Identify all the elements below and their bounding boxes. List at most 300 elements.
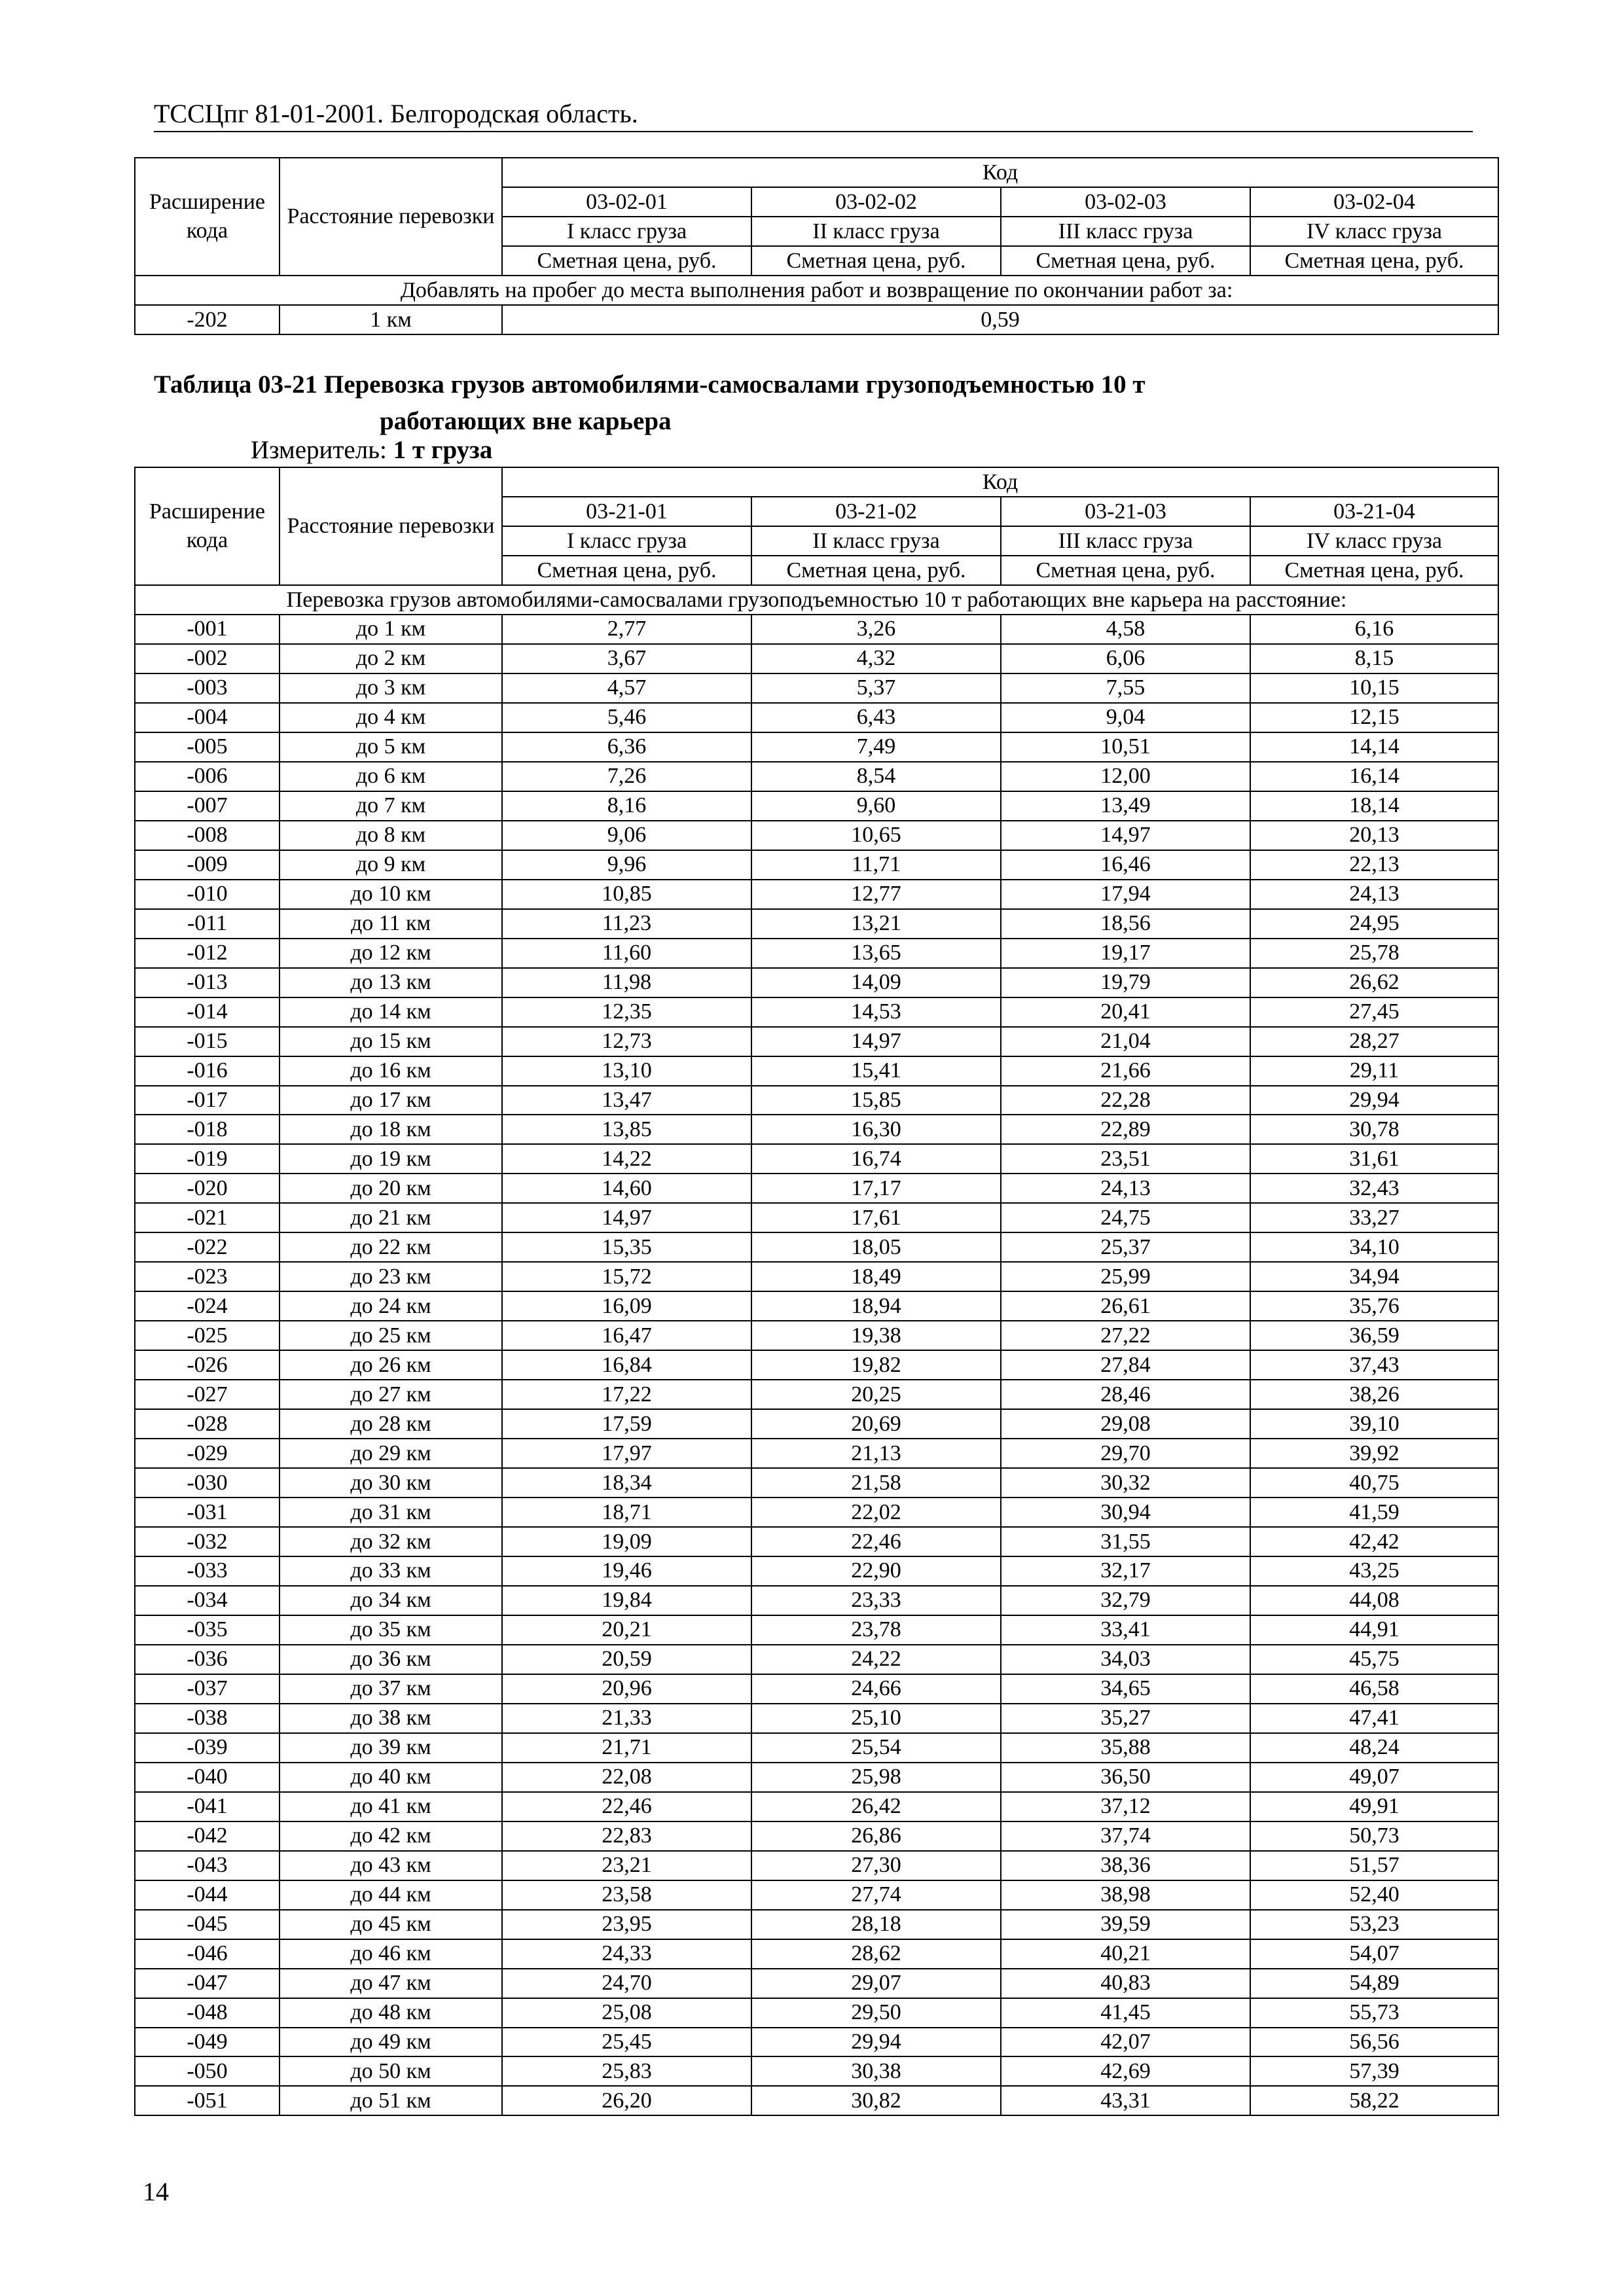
row-value-class-2: 18,05 bbox=[751, 1232, 1001, 1262]
row-code: -008 bbox=[135, 821, 280, 850]
row-code: -016 bbox=[135, 1056, 280, 1086]
row-value-class-4: 41,59 bbox=[1250, 1498, 1498, 1527]
row-value-class-3: 6,06 bbox=[1001, 644, 1250, 673]
row-value-class-4: 31,61 bbox=[1250, 1144, 1498, 1174]
table-body bbox=[135, 615, 1498, 2115]
row-distance: до 33 км bbox=[280, 1556, 502, 1586]
row-value-class-4: 12,15 bbox=[1250, 703, 1498, 732]
row-code: -045 bbox=[135, 1910, 280, 1939]
row-value-class-1: 23,58 bbox=[502, 1880, 751, 1910]
row-value-class-2: 28,62 bbox=[751, 1939, 1001, 1969]
row-value-class-3: 42,69 bbox=[1001, 2056, 1250, 2086]
row-value-class-3: 30,32 bbox=[1001, 1468, 1250, 1498]
row-value-class-2: 29,50 bbox=[751, 1998, 1001, 2028]
row-distance: до 11 км bbox=[280, 909, 502, 939]
row-distance: до 48 км bbox=[280, 1998, 502, 2028]
row-value-class-4: 42,42 bbox=[1250, 1527, 1498, 1556]
row-value-class-1: 26,20 bbox=[502, 2086, 751, 2115]
row-value-class-4: 20,13 bbox=[1250, 821, 1498, 850]
row-value-class-1: 17,97 bbox=[502, 1439, 751, 1468]
row-distance: до 35 км bbox=[280, 1615, 502, 1645]
row-code: -038 bbox=[135, 1704, 280, 1733]
row-value-class-3: 14,97 bbox=[1001, 821, 1250, 850]
row-code: -031 bbox=[135, 1498, 280, 1527]
col-header-distance: Расстояние перевозки bbox=[280, 467, 502, 585]
row-distance: до 43 км bbox=[280, 1851, 502, 1880]
row-value-class-1: 25,45 bbox=[502, 2028, 751, 2057]
row-value-class-2: 25,98 bbox=[751, 1763, 1001, 1792]
table-row bbox=[135, 1291, 1498, 1321]
row-value-class-1: 5,46 bbox=[502, 703, 751, 732]
row-distance: до 34 км bbox=[280, 1586, 502, 1615]
row-distance: до 9 км bbox=[280, 850, 502, 880]
row-value-class-3: 32,17 bbox=[1001, 1556, 1250, 1586]
header-rule bbox=[154, 131, 1473, 132]
row-value-class-2: 3,26 bbox=[751, 615, 1001, 644]
row-value-class-4: 57,39 bbox=[1250, 2056, 1498, 2086]
row-code: -012 bbox=[135, 939, 280, 968]
table-row bbox=[135, 644, 1498, 673]
row-value-class-1: 22,46 bbox=[502, 1792, 751, 1821]
row-distance: до 40 км bbox=[280, 1763, 502, 1792]
row-value-class-4: 54,07 bbox=[1250, 1939, 1498, 1969]
row-code: -047 bbox=[135, 1969, 280, 1998]
row-value-class-4: 25,78 bbox=[1250, 939, 1498, 968]
row-value-class-2: 23,33 bbox=[751, 1586, 1001, 1615]
row-value-class-1: 22,08 bbox=[502, 1763, 751, 1792]
row-distance: до 15 км bbox=[280, 1027, 502, 1056]
table-title bbox=[154, 367, 1146, 440]
section-note: Добавлять на пробег до места выполнения работ и возвращение по окончании работ за: bbox=[135, 276, 1498, 305]
row-value-class-2: 12,77 bbox=[751, 880, 1001, 909]
row-value-class-1: 23,21 bbox=[502, 1851, 751, 1880]
row-value-class-3: 24,13 bbox=[1001, 1174, 1250, 1203]
row-distance: до 2 км bbox=[280, 644, 502, 673]
row-value-class-2: 17,17 bbox=[751, 1174, 1001, 1203]
row-value-class-3: 19,17 bbox=[1001, 939, 1250, 968]
row-code: -049 bbox=[135, 2028, 280, 2057]
row-value-class-2: 24,22 bbox=[751, 1645, 1001, 1674]
row-value-class-3: 39,59 bbox=[1001, 1910, 1250, 1939]
table-row bbox=[135, 1939, 1498, 1969]
row-value-class-2: 22,02 bbox=[751, 1498, 1001, 1527]
row-value-class-4: 45,75 bbox=[1250, 1645, 1498, 1674]
row-value-class-3: 31,55 bbox=[1001, 1527, 1250, 1556]
table-row bbox=[135, 1851, 1498, 1880]
code-header: 03-21-04 bbox=[1250, 497, 1498, 526]
row-value-class-1: 9,06 bbox=[502, 821, 751, 850]
row-value-class-1: 4,57 bbox=[502, 673, 751, 703]
row-value-class-1: 16,84 bbox=[502, 1350, 751, 1380]
row-value-class-4: 27,45 bbox=[1250, 997, 1498, 1027]
row-value-class-4: 16,14 bbox=[1250, 762, 1498, 791]
row-value-class-3: 27,84 bbox=[1001, 1350, 1250, 1380]
row-distance: до 41 км bbox=[280, 1792, 502, 1821]
row-value-class-4: 36,59 bbox=[1250, 1321, 1498, 1350]
row-code: -037 bbox=[135, 1674, 280, 1704]
table-row bbox=[135, 1527, 1498, 1556]
row-code: -003 bbox=[135, 673, 280, 703]
row-value-class-2: 8,54 bbox=[751, 762, 1001, 791]
row-code: -202 bbox=[135, 305, 280, 334]
row-value-class-2: 21,58 bbox=[751, 1468, 1001, 1498]
row-value-class-2: 22,90 bbox=[751, 1556, 1001, 1586]
table-row bbox=[135, 1498, 1498, 1527]
table-row bbox=[135, 968, 1498, 997]
row-value-class-4: 35,76 bbox=[1250, 1291, 1498, 1321]
row-value-class-1: 18,71 bbox=[502, 1498, 751, 1527]
row-value-class-4: 44,08 bbox=[1250, 1586, 1498, 1615]
row-code: -005 bbox=[135, 732, 280, 762]
row-value-class-1: 10,85 bbox=[502, 880, 751, 909]
row-code: -036 bbox=[135, 1645, 280, 1674]
code-group-header: Код bbox=[502, 158, 1498, 187]
row-value-class-1: 20,96 bbox=[502, 1674, 751, 1704]
row-value-class-1: 15,35 bbox=[502, 1232, 751, 1262]
class-header: I класс груза bbox=[502, 217, 751, 246]
row-value-class-3: 10,51 bbox=[1001, 732, 1250, 762]
row-value-class-1: 13,85 bbox=[502, 1115, 751, 1144]
row-code: -030 bbox=[135, 1468, 280, 1498]
row-value-class-1: 17,59 bbox=[502, 1409, 751, 1439]
row-value-class-2: 20,69 bbox=[751, 1409, 1001, 1439]
row-value-class-4: 48,24 bbox=[1250, 1733, 1498, 1763]
row-value-class-2: 14,97 bbox=[751, 1027, 1001, 1056]
row-value-class-3: 33,41 bbox=[1001, 1615, 1250, 1645]
row-value-class-3: 21,04 bbox=[1001, 1027, 1250, 1056]
row-value-class-3: 18,56 bbox=[1001, 909, 1250, 939]
row-value-class-1: 25,83 bbox=[502, 2056, 751, 2086]
row-code: -051 bbox=[135, 2086, 280, 2115]
row-value-class-4: 28,27 bbox=[1250, 1027, 1498, 1056]
row-value-class-3: 27,22 bbox=[1001, 1321, 1250, 1350]
row-distance: до 14 км bbox=[280, 997, 502, 1027]
row-code: -024 bbox=[135, 1291, 280, 1321]
table-03-02-extension bbox=[134, 157, 1499, 335]
code-header: 03-02-01 bbox=[502, 187, 751, 217]
row-value-class-3: 30,94 bbox=[1001, 1498, 1250, 1527]
row-distance: до 17 км bbox=[280, 1086, 502, 1115]
class-header: IV класс груза bbox=[1250, 526, 1498, 556]
table-title-line2: работающих вне карьера bbox=[380, 407, 672, 435]
table-row bbox=[135, 880, 1498, 909]
row-value-class-4: 50,73 bbox=[1250, 1821, 1498, 1851]
table-row bbox=[135, 939, 1498, 968]
table-row bbox=[135, 1262, 1498, 1291]
row-distance: до 51 км bbox=[280, 2086, 502, 2115]
row-value-class-2: 16,74 bbox=[751, 1144, 1001, 1174]
row-value-class-1: 2,77 bbox=[502, 615, 751, 644]
table-row bbox=[135, 997, 1498, 1027]
row-value-class-3: 35,27 bbox=[1001, 1704, 1250, 1733]
row-distance: до 19 км bbox=[280, 1144, 502, 1174]
table-row bbox=[135, 1910, 1498, 1939]
row-value-class-2: 13,65 bbox=[751, 939, 1001, 968]
row-value-class-4: 39,10 bbox=[1250, 1409, 1498, 1439]
row-distance: до 1 км bbox=[280, 615, 502, 644]
row-code: -019 bbox=[135, 1144, 280, 1174]
row-code: -026 bbox=[135, 1350, 280, 1380]
row-value-class-2: 26,86 bbox=[751, 1821, 1001, 1851]
table-row bbox=[135, 2056, 1498, 2086]
table-row bbox=[135, 1674, 1498, 1704]
measure-value: 1 т груза bbox=[393, 436, 493, 464]
row-value-class-3: 40,83 bbox=[1001, 1969, 1250, 1998]
row-value-class-1: 19,46 bbox=[502, 1556, 751, 1586]
row-value-class-3: 42,07 bbox=[1001, 2028, 1250, 2057]
table-title-line1: Таблица 03-21 Перевозка грузов автомобилями-самосвалами грузоподъемностью 10 т bbox=[154, 370, 1146, 399]
code-header: 03-21-03 bbox=[1001, 497, 1250, 526]
row-value-class-4: 34,10 bbox=[1250, 1232, 1498, 1262]
row-value-class-4: 10,15 bbox=[1250, 673, 1498, 703]
price-header: Сметная цена, руб. bbox=[502, 246, 751, 276]
row-value-class-4: 40,75 bbox=[1250, 1468, 1498, 1498]
row-value-class-4: 30,78 bbox=[1250, 1115, 1498, 1144]
row-value-class-4: 8,15 bbox=[1250, 644, 1498, 673]
row-value-class-1: 18,34 bbox=[502, 1468, 751, 1498]
row-value-class-3: 9,04 bbox=[1001, 703, 1250, 732]
row-code: -050 bbox=[135, 2056, 280, 2086]
row-distance: до 39 км bbox=[280, 1733, 502, 1763]
price-header: Сметная цена, руб. bbox=[751, 556, 1001, 585]
table-row bbox=[135, 1792, 1498, 1821]
row-value-class-3: 38,98 bbox=[1001, 1880, 1250, 1910]
row-value-class-3: 40,21 bbox=[1001, 1939, 1250, 1969]
table-row bbox=[135, 1645, 1498, 1674]
row-distance: до 47 км bbox=[280, 1969, 502, 1998]
row-distance: до 27 км bbox=[280, 1380, 502, 1409]
row-code: -011 bbox=[135, 909, 280, 939]
row-value-class-1: 13,47 bbox=[502, 1086, 751, 1115]
code-header: 03-21-01 bbox=[502, 497, 751, 526]
row-value-class-4: 22,13 bbox=[1250, 850, 1498, 880]
class-header: III класс груза bbox=[1001, 526, 1250, 556]
row-value-class-4: 24,13 bbox=[1250, 880, 1498, 909]
row-value-class-2: 15,85 bbox=[751, 1086, 1001, 1115]
row-value-class-2: 23,78 bbox=[751, 1615, 1001, 1645]
col-header-extension: Расширение кода bbox=[135, 467, 280, 585]
row-code: -048 bbox=[135, 1998, 280, 2028]
row-value-class-3: 29,70 bbox=[1001, 1439, 1250, 1468]
table-row bbox=[135, 1615, 1498, 1645]
row-distance: до 28 км bbox=[280, 1409, 502, 1439]
row-code: -029 bbox=[135, 1439, 280, 1468]
table-row bbox=[135, 850, 1498, 880]
row-value-class-2: 25,10 bbox=[751, 1704, 1001, 1733]
row-value-class-4: 26,62 bbox=[1250, 968, 1498, 997]
code-header: 03-21-02 bbox=[751, 497, 1001, 526]
row-value-class-1: 21,71 bbox=[502, 1733, 751, 1763]
row-value-class-1: 14,22 bbox=[502, 1144, 751, 1174]
row-code: -022 bbox=[135, 1232, 280, 1262]
row-value-class-3: 34,65 bbox=[1001, 1674, 1250, 1704]
row-code: -009 bbox=[135, 850, 280, 880]
row-value-class-2: 11,71 bbox=[751, 850, 1001, 880]
table-row bbox=[135, 1027, 1498, 1056]
table-row bbox=[135, 1586, 1498, 1615]
row-value-class-1: 8,16 bbox=[502, 791, 751, 821]
code-header: 03-02-02 bbox=[751, 187, 1001, 217]
row-value-class-2: 18,94 bbox=[751, 1291, 1001, 1321]
section-note: Перевозка грузов автомобилями-самосвалами грузоподъемностью 10 т работающих вне карьера на расстояние: bbox=[135, 585, 1498, 615]
row-code: -040 bbox=[135, 1763, 280, 1792]
row-value-class-2: 24,66 bbox=[751, 1674, 1001, 1704]
table-row bbox=[135, 1468, 1498, 1498]
row-distance: до 24 км bbox=[280, 1291, 502, 1321]
row-distance: до 13 км bbox=[280, 968, 502, 997]
table-row bbox=[135, 1880, 1498, 1910]
row-value-class-3: 28,46 bbox=[1001, 1380, 1250, 1409]
row-value-class-3: 20,41 bbox=[1001, 997, 1250, 1027]
row-value: 0,59 bbox=[502, 305, 1498, 334]
row-distance: до 36 км bbox=[280, 1645, 502, 1674]
table-row bbox=[135, 1115, 1498, 1144]
row-value-class-2: 15,41 bbox=[751, 1056, 1001, 1086]
col-header-extension: Расширение кода bbox=[135, 158, 280, 276]
row-value-class-4: 47,41 bbox=[1250, 1704, 1498, 1733]
table-row bbox=[135, 1321, 1498, 1350]
row-distance: до 25 км bbox=[280, 1321, 502, 1350]
row-value-class-4: 58,22 bbox=[1250, 2086, 1498, 2115]
row-distance: до 7 км bbox=[280, 791, 502, 821]
row-value-class-2: 9,60 bbox=[751, 791, 1001, 821]
row-value-class-4: 54,89 bbox=[1250, 1969, 1498, 1998]
row-code: -017 bbox=[135, 1086, 280, 1115]
row-value-class-2: 7,49 bbox=[751, 732, 1001, 762]
table-row bbox=[135, 305, 1498, 334]
row-value-class-2: 30,38 bbox=[751, 2056, 1001, 2086]
row-value-class-2: 19,82 bbox=[751, 1350, 1001, 1380]
row-code: -023 bbox=[135, 1262, 280, 1291]
row-value-class-3: 26,61 bbox=[1001, 1291, 1250, 1321]
row-distance: до 21 км bbox=[280, 1203, 502, 1232]
row-code: -020 bbox=[135, 1174, 280, 1203]
row-value-class-1: 16,09 bbox=[502, 1291, 751, 1321]
row-value-class-1: 11,98 bbox=[502, 968, 751, 997]
table-row bbox=[135, 703, 1498, 732]
table-row bbox=[135, 791, 1498, 821]
row-value-class-1: 17,22 bbox=[502, 1380, 751, 1409]
row-value-class-1: 12,73 bbox=[502, 1027, 751, 1056]
row-distance: до 16 км bbox=[280, 1056, 502, 1086]
table-row bbox=[135, 1232, 1498, 1262]
row-value-class-2: 21,13 bbox=[751, 1439, 1001, 1468]
row-value-class-2: 14,09 bbox=[751, 968, 1001, 997]
row-value-class-1: 6,36 bbox=[502, 732, 751, 762]
row-value-class-2: 22,46 bbox=[751, 1527, 1001, 1556]
row-value-class-1: 12,35 bbox=[502, 997, 751, 1027]
table-row bbox=[135, 1439, 1498, 1468]
row-code: -033 bbox=[135, 1556, 280, 1586]
row-distance: до 8 км bbox=[280, 821, 502, 850]
row-value-class-2: 14,53 bbox=[751, 997, 1001, 1027]
row-distance: до 29 км bbox=[280, 1439, 502, 1468]
row-value-class-4: 37,43 bbox=[1250, 1350, 1498, 1380]
row-value-class-4: 56,56 bbox=[1250, 2028, 1498, 2057]
row-value-class-2: 28,18 bbox=[751, 1910, 1001, 1939]
row-value-class-2: 16,30 bbox=[751, 1115, 1001, 1144]
row-code: -039 bbox=[135, 1733, 280, 1763]
row-value-class-3: 37,74 bbox=[1001, 1821, 1250, 1851]
row-value-class-3: 12,00 bbox=[1001, 762, 1250, 791]
row-value-class-4: 49,91 bbox=[1250, 1792, 1498, 1821]
row-value-class-1: 7,26 bbox=[502, 762, 751, 791]
price-header: Сметная цена, руб. bbox=[1250, 246, 1498, 276]
row-distance: до 10 км bbox=[280, 880, 502, 909]
table-row bbox=[135, 1409, 1498, 1439]
table-03-21 bbox=[134, 467, 1499, 2116]
row-value-class-2: 30,82 bbox=[751, 2086, 1001, 2115]
row-value-class-3: 43,31 bbox=[1001, 2086, 1250, 2115]
row-code: -035 bbox=[135, 1615, 280, 1645]
table-row bbox=[135, 2086, 1498, 2115]
row-value-class-3: 35,88 bbox=[1001, 1733, 1250, 1763]
class-header: III класс груза bbox=[1001, 217, 1250, 246]
price-header: Сметная цена, руб. bbox=[1001, 246, 1250, 276]
row-distance: до 20 км bbox=[280, 1174, 502, 1203]
row-value-class-4: 43,25 bbox=[1250, 1556, 1498, 1586]
row-value-class-1: 9,96 bbox=[502, 850, 751, 880]
row-distance: до 49 км bbox=[280, 2028, 502, 2057]
row-distance: до 42 км bbox=[280, 1821, 502, 1851]
row-code: -001 bbox=[135, 615, 280, 644]
price-header: Сметная цена, руб. bbox=[1250, 556, 1498, 585]
row-code: -007 bbox=[135, 791, 280, 821]
row-value-class-1: 16,47 bbox=[502, 1321, 751, 1350]
page-number: 14 bbox=[143, 2177, 169, 2206]
row-value-class-4: 44,91 bbox=[1250, 1615, 1498, 1645]
row-value-class-2: 27,30 bbox=[751, 1851, 1001, 1880]
table-row bbox=[135, 1763, 1498, 1792]
row-value-class-2: 4,32 bbox=[751, 644, 1001, 673]
row-code: -010 bbox=[135, 880, 280, 909]
row-code: -006 bbox=[135, 762, 280, 791]
row-value-class-4: 14,14 bbox=[1250, 732, 1498, 762]
row-distance: до 18 км bbox=[280, 1115, 502, 1144]
row-value-class-3: 34,03 bbox=[1001, 1645, 1250, 1674]
row-value-class-3: 36,50 bbox=[1001, 1763, 1250, 1792]
row-value-class-1: 15,72 bbox=[502, 1262, 751, 1291]
row-value-class-1: 11,23 bbox=[502, 909, 751, 939]
col-header-distance: Расстояние перевозки bbox=[280, 158, 502, 276]
table-row bbox=[135, 1174, 1498, 1203]
code-header: 03-02-04 bbox=[1250, 187, 1498, 217]
table-row bbox=[135, 1821, 1498, 1851]
table-row bbox=[135, 2028, 1498, 2057]
row-code: -027 bbox=[135, 1380, 280, 1409]
row-value-class-4: 33,27 bbox=[1250, 1203, 1498, 1232]
row-distance: 1 км bbox=[280, 305, 502, 334]
row-distance: до 3 км bbox=[280, 673, 502, 703]
row-value-class-4: 52,40 bbox=[1250, 1880, 1498, 1910]
row-value-class-4: 29,94 bbox=[1250, 1086, 1498, 1115]
row-distance: до 46 км bbox=[280, 1939, 502, 1969]
measure-label: Измеритель: bbox=[251, 436, 387, 464]
row-value-class-4: 24,95 bbox=[1250, 909, 1498, 939]
table-row bbox=[135, 1998, 1498, 2028]
row-distance: до 4 км bbox=[280, 703, 502, 732]
row-code: -014 bbox=[135, 997, 280, 1027]
row-code: -032 bbox=[135, 1527, 280, 1556]
row-value-class-3: 17,94 bbox=[1001, 880, 1250, 909]
row-value-class-1: 23,95 bbox=[502, 1910, 751, 1939]
row-code: -046 bbox=[135, 1939, 280, 1969]
row-value-class-3: 19,79 bbox=[1001, 968, 1250, 997]
row-value-class-4: 38,26 bbox=[1250, 1380, 1498, 1409]
row-value-class-4: 55,73 bbox=[1250, 1998, 1498, 2028]
row-distance: до 12 км bbox=[280, 939, 502, 968]
row-value-class-3: 22,89 bbox=[1001, 1115, 1250, 1144]
